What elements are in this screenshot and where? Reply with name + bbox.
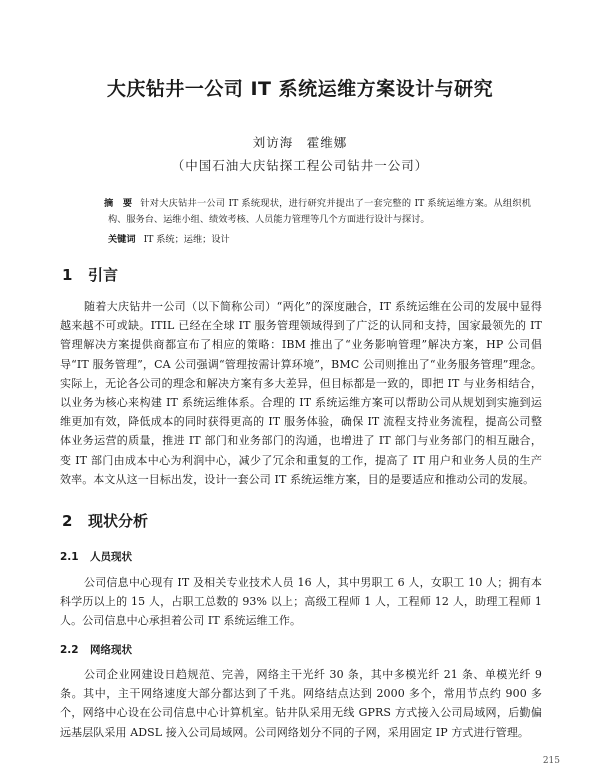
paragraph-intro: 随着大庆钻井一公司（以下简称公司）“两化”的深度融合，IT 系统运维在公司的发展中显得越来越不可或缺。ITIL 已经在全球 IT 服务管理领域得到了广泛的认同和支持，国家最领先的 IT 管理解决方案提供商都宣布了相应的策略：IBM 推出了“业务影响管理”解决方案，HP 公司倡导“IT 服务管理”，CA 公司强调“管理按需计算环境”，BMC 公司则推出了“业务服务管理”理念。实际上，无论各公司的理念和解决方案有多大差异，但目标都是一致的，即把 IT 与业务相结合，以业务为核心来构建 IT 系统运维体系。合理的 IT 系统运维方案可以帮助公司从规划到实施到运维更加有效，降低成本的同时获得更高的 IT 服务体验，确保 IT 流程支持业务流程，提高公司整体业务运营的质量，推进 IT 部门和业务部门的沟通，也增进了 IT 部门与业务部门的相互融合，变 IT 部门由成本中心为利润中心，减少了冗余和重复的工作，提高了 IT 用户和业务人员的生产效率。本文从这一目标出发，设计一套公司 IT 系统运维方案，目的是要适应和推动公司的发展。 bbox=[60, 300, 542, 486]
section-number: 2.1 bbox=[60, 551, 79, 563]
section-2-2-heading bbox=[60, 642, 132, 657]
paragraph-personnel: 公司信息中心现有 IT 及相关专业技术人员 16 人，其中男职工 6 人，女职工 10 人；拥有本科学历以上的 15 人，占职工总数的 93% 以上；高级工程师 1 人，工程师 12 人，助理工程师 1 人。公司信息中心承担着公司 IT 系统运维工作。 bbox=[60, 576, 542, 628]
section-number: 1 bbox=[62, 266, 73, 284]
section-number: 2 bbox=[62, 512, 73, 530]
page-number: 215 bbox=[542, 756, 560, 766]
paragraph-network: 公司企业网建设日趋规范、完善，网络主干光纤 30 条，其中多模光纤 21 条、单模光纤 9 条。其中，主干网络速度大部分都达到了千兆。网络结点达到 2000 多个，常用节点约 900 多个，网络中心设在公司信息中心计算机室。钻井队采用无线 GPRS 方式接入公司局域网，后勤偏远基层队采用 ADSL 接入公司局域网。公司网络划分不同的子网，采用固定 IP 方式进行管理。 bbox=[60, 668, 542, 739]
authors: 刘访海 霍维娜 bbox=[252, 135, 348, 150]
section-title: 网络现状 bbox=[90, 644, 132, 656]
section-number: 2.2 bbox=[60, 644, 79, 656]
abstract-text: 针对大庆钻井一公司 IT 系统现状，进行研究并提出了一套完整的 IT 系统运维方案。从组织机构、服务台、运维小组、绩效考核、人员能力管理等几个方面进行设计与探讨。 bbox=[108, 198, 531, 225]
section-title: 人员现状 bbox=[90, 551, 132, 563]
section-2-heading bbox=[62, 510, 148, 531]
section-2-1-heading bbox=[60, 549, 132, 564]
keywords-text: IT 系统；运维；设计 bbox=[143, 234, 230, 245]
keywords bbox=[108, 232, 230, 248]
abstract-label: 摘 要 bbox=[104, 198, 133, 209]
keywords-label: 关键词 bbox=[108, 234, 136, 245]
affiliation: （中国石油大庆钻探工程公司钻井一公司） bbox=[171, 158, 429, 173]
section-title: 现状分析 bbox=[88, 512, 149, 530]
paper-title: 大庆钻井一公司 IT 系统运维方案设计与研究 bbox=[106, 78, 494, 100]
section-1-heading bbox=[62, 264, 118, 285]
abstract bbox=[86, 196, 531, 228]
section-title: 引言 bbox=[88, 266, 119, 284]
